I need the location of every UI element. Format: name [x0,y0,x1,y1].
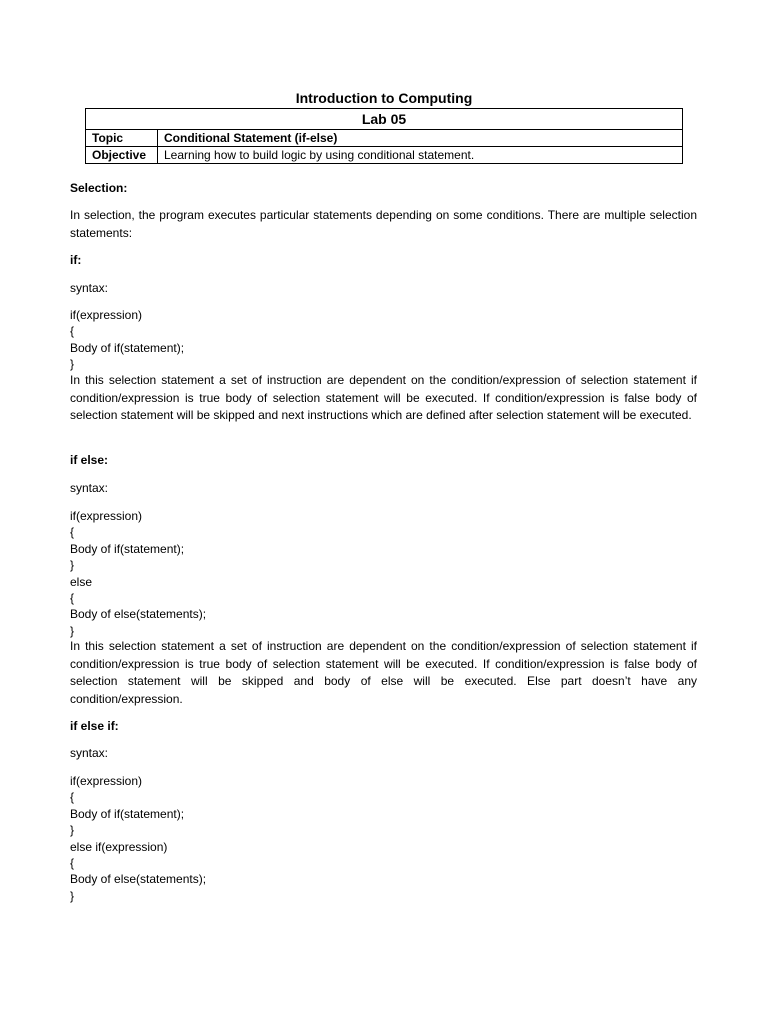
if-description: In this selection statement a set of instruction are dependent on the condition/expression of selection statement if condition/expression is true body of selection statement will be executed. If condition/expression is false body of selection statement will be skipped and next instructions which are defined after selection statement will be executed. [70,373,697,422]
lab-row [86,109,683,130]
topic-value: Conditional Statement (if-else) [158,130,683,147]
code-line: } [70,356,75,371]
if-else-heading: if else: [70,453,109,467]
code-line: if(expression) [70,509,143,523]
lab-number: Lab 05 [86,109,683,130]
if-else-code-block [70,508,697,639]
if-else-if-code-block [70,773,697,904]
topic-label: Topic [86,130,158,147]
if-else-if-syntax-label: syntax: [70,746,109,760]
code-line: } [70,888,75,903]
code-line: } [70,823,75,838]
code-line: } [70,623,75,638]
if-else-syntax-label: syntax: [70,481,109,495]
code-line: Body of else(statements); [70,607,207,622]
lab-info-table [85,108,683,164]
selection-paragraph: In selection, the program executes particular statements depending on some conditions. There are multiple selection statements: [70,208,697,240]
objective-label: Objective [86,147,158,164]
document-title: Introduction to Computing [295,90,473,106]
if-else-description: In this selection statement a set of instruction are dependent on the condition/expression of selection statement if condition/expression is true body of selection statement will be executed. If condition/expression is false body of selection statement will be skipped and body of else will be executed. Else part doesn’t have any condition/expression. [70,639,697,706]
selection-heading: Selection: [70,181,128,195]
objective-row [86,147,683,164]
if-heading: if: [70,253,82,267]
code-line: Body of else(statements); [70,872,207,887]
if-code-block [70,307,697,372]
if-else-if-heading: if else if: [70,719,119,733]
code-line: { [70,856,75,871]
code-line: { [70,591,75,606]
objective-value: Learning how to build logic by using conditional statement. [158,147,683,164]
code-line: if(expression) [70,308,143,322]
code-line: else [70,574,93,589]
code-line: if(expression) [70,774,143,788]
code-line: Body of if(statement); [70,541,185,556]
topic-row [86,130,683,147]
code-line: } [70,558,75,573]
code-line: { [70,525,75,540]
code-line: Body of if(statement); [70,806,185,821]
if-syntax-label: syntax: [70,281,109,295]
code-line: Body of if(statement); [70,340,185,355]
code-line: { [70,790,75,805]
code-line: else if(expression) [70,839,168,854]
code-line: { [70,324,75,339]
